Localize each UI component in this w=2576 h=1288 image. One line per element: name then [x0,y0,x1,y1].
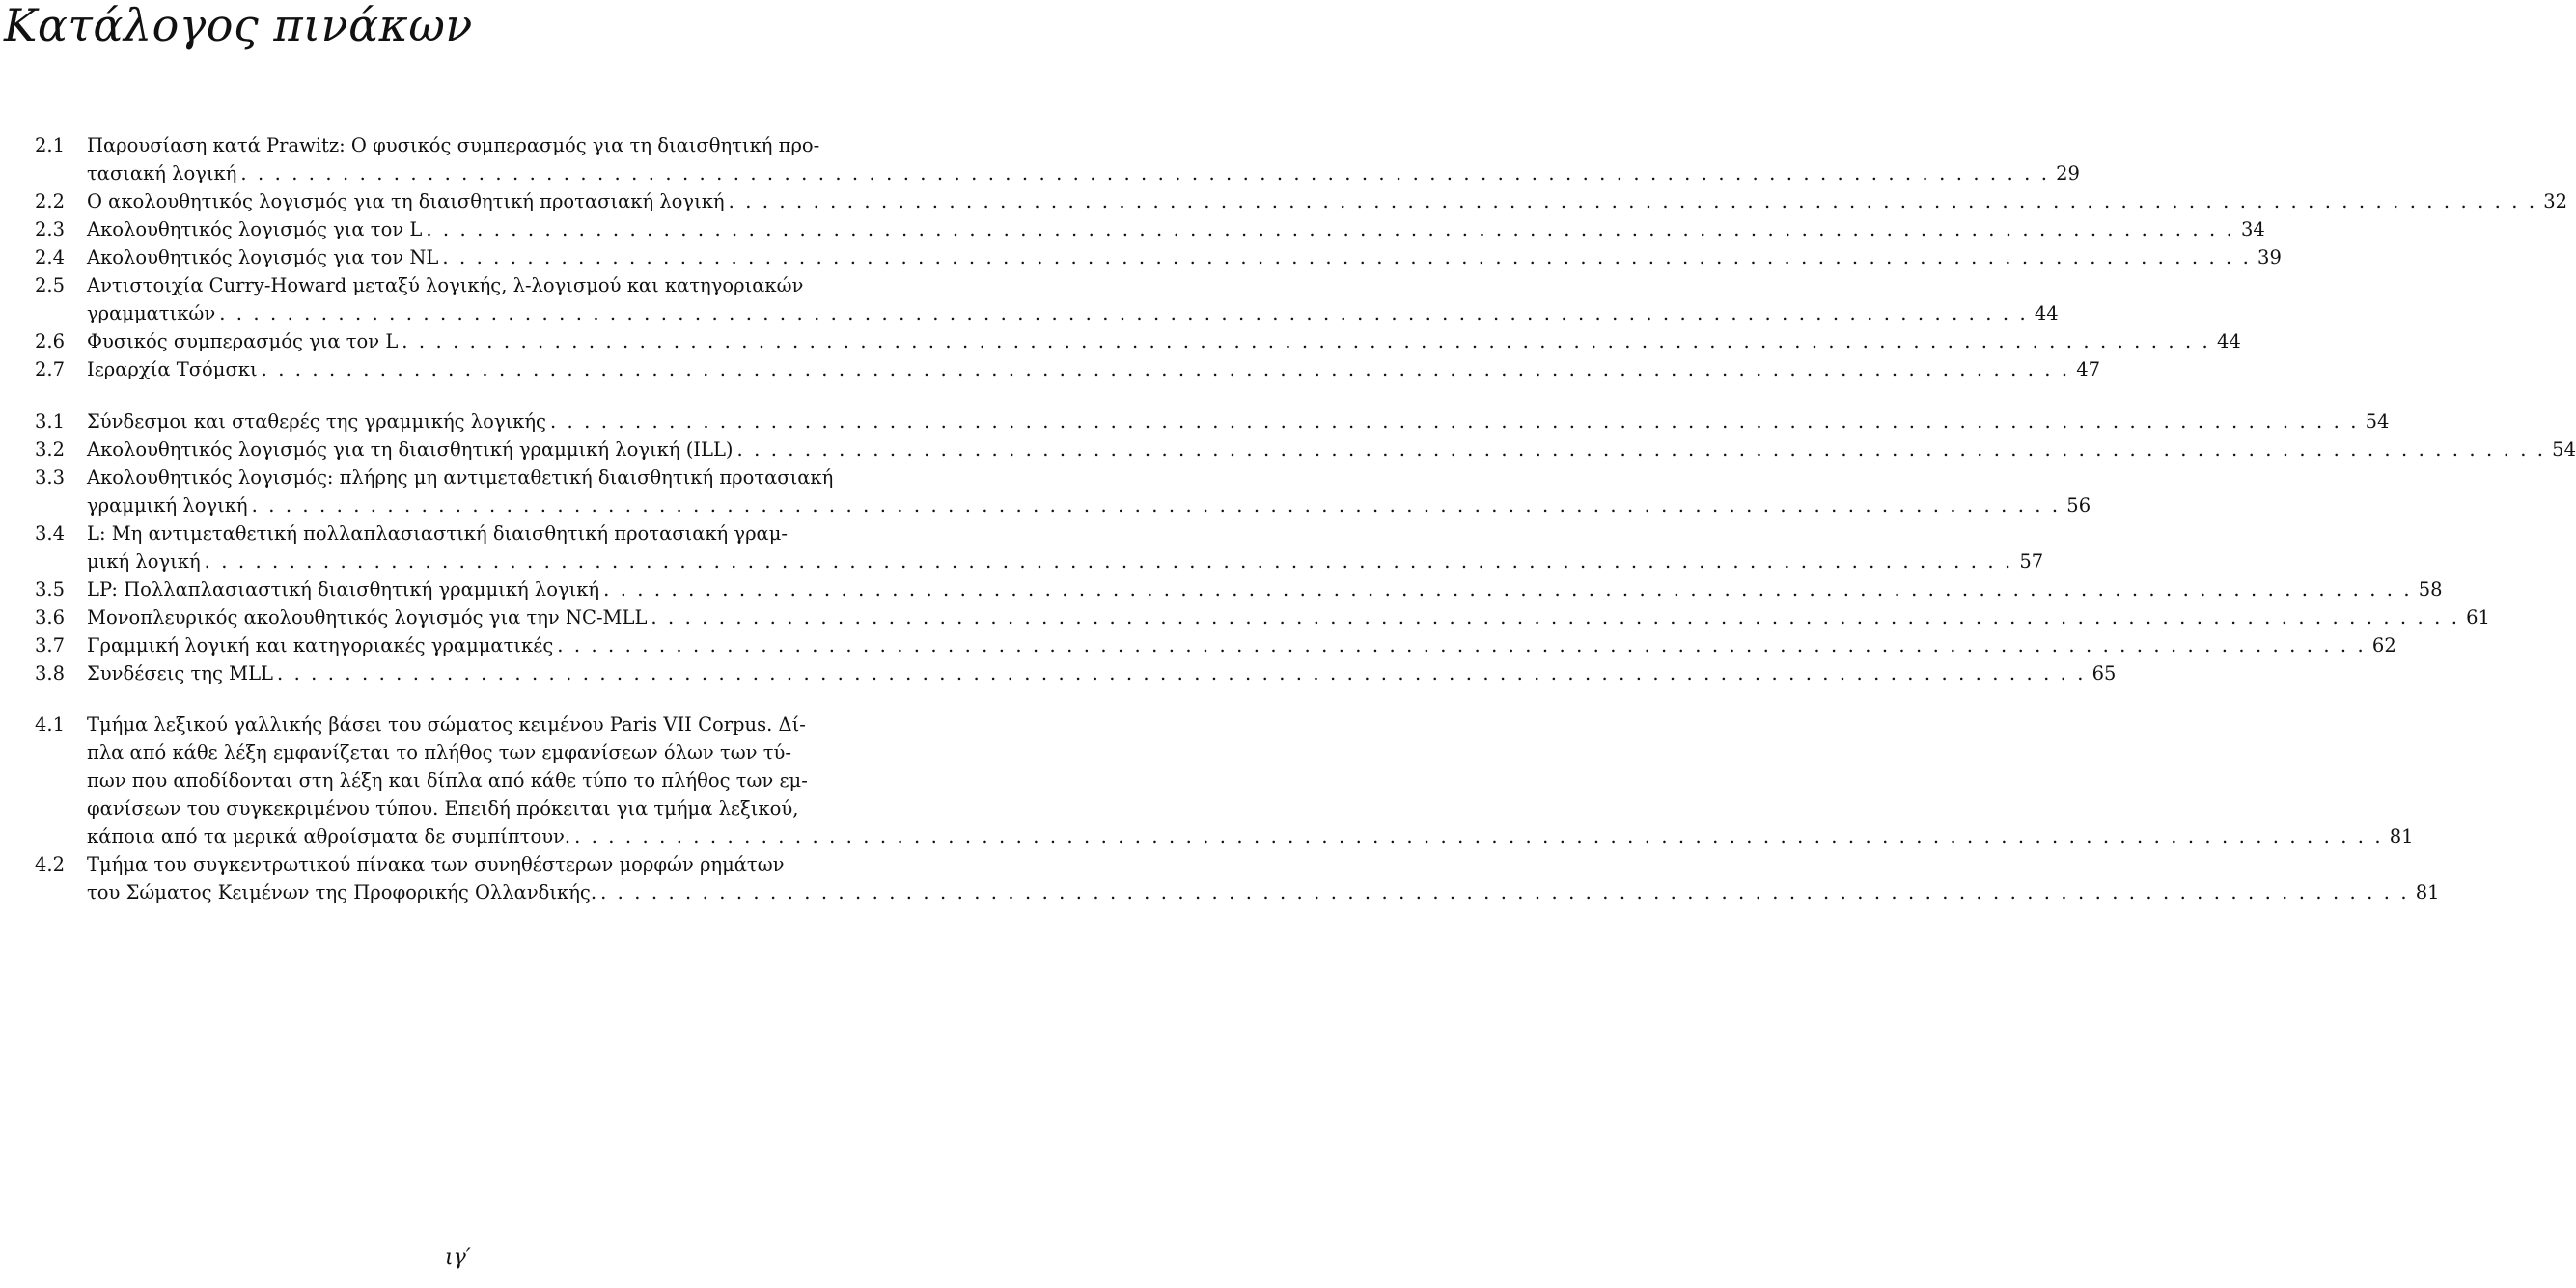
toc-entry-4-2[interactable] [35,851,2440,907]
toc-entry-3-5[interactable] [35,575,2443,603]
leader-dots [442,243,2248,271]
toc-entry-3-4[interactable] [35,519,2044,575]
entry-title-line: μική λογική [87,550,201,573]
entry-title-line: πων που αποδίδονται στη λέξη και δίπλα από κάθε τύπο το πλήθος των εμ- [87,770,808,792]
entry-title-line: Ακολουθητικός λογισμός: πλήρης μη αντιμεταθετική διαισθητική προτασιακή [87,466,834,489]
entry-number: 2.4 [35,246,66,268]
entry-page: 34 [2240,218,2265,240]
entry-number: 3.2 [35,438,66,461]
entry-number: 3.3 [35,466,66,489]
entry-page: 54 [2365,410,2390,433]
entry-title-line: Ακολουθητικός λογισμός για τον NL [87,246,439,268]
entry-page: 44 [2034,302,2059,324]
entry-number: 2.2 [35,190,66,212]
entry-number: 2.3 [35,218,66,240]
entry-number: 3.5 [35,578,66,601]
entry-title-line: L: Μη αντιμεταθετική πολλαπλασιαστική διαισθητική προτασιακή γραμ- [87,522,788,545]
page-folio: ιγ′ [445,1246,471,1270]
leader-dots [252,491,2058,519]
entry-number: 3.4 [35,522,66,545]
entry-number: 3.8 [35,662,66,685]
toc-entry-2-5[interactable] [35,271,2059,327]
toc-entry-3-1[interactable] [35,407,2390,435]
entry-number: 4.2 [35,854,66,876]
entry-title-line: Ακολουθητικός λογισμός για τη διαισθητική γραμμική λογική (ILL) [87,438,734,461]
entry-number: 4.1 [35,714,66,736]
entry-title-line: πλα από κάθε λέξη εμφανίζεται το πλήθος των εμφανίσεων όλων των τύ- [87,742,791,764]
entry-title-line: τασιακή λογική [87,162,237,184]
leader-dots [426,215,2231,243]
leader-dots [262,355,2067,383]
entry-number: 2.1 [35,134,66,156]
leader-dots [550,407,2356,435]
entry-page: 32 [2543,190,2568,212]
leader-dots [651,603,2456,631]
entry-page: 57 [2019,550,2044,573]
entry-page: 81 [2415,882,2440,904]
leader-dots [240,159,2046,187]
toc-entry-3-2[interactable] [35,435,2576,463]
entry-title-line: Παρουσίαση κατά Prawitz: Ο φυσικός συμπερασμός για τη διαισθητική προ- [87,134,820,156]
entry-page: 65 [2091,662,2117,685]
entry-title-line: γραμματικών [87,302,216,324]
entry-title-line: Τμήμα λεξικού γαλλικής βάσει του σώματος κειμένου Paris VII Corpus. Δί- [87,714,806,736]
entry-page: 29 [2056,162,2080,184]
entry-title-line: Ιεραρχία Τσόμσκι [87,358,258,380]
toc-entry-3-3[interactable] [35,463,2091,519]
entry-page: 44 [2216,330,2241,352]
entry-title-line: κάποια από τα μερικά αθροίσματα δε συμπίπτουν. [87,826,571,848]
toc-entry-2-1[interactable] [35,131,2080,187]
page-title: Κατάλογος πινάκων [4,0,473,51]
entry-page: 56 [2066,494,2091,517]
entry-title-line: Φυσικός συμπερασμός για τον L [87,330,399,352]
entry-number: 2.6 [35,330,66,352]
entry-page: 58 [2418,578,2443,601]
toc-entry-2-6[interactable] [35,327,2241,355]
entry-number: 3.1 [35,410,66,433]
leader-dots [729,187,2534,215]
toc-entry-2-4[interactable] [35,243,2282,271]
leader-dots [205,547,2010,575]
entry-title-line: Αντιστοιχία Curry-Howard μεταξύ λογικής, λ-λογισμού και κατηγοριακών [87,274,804,296]
entry-title-line: Συνδέσεις της MLL [87,662,273,685]
entry-page: 81 [2389,826,2414,848]
entry-number: 3.7 [35,634,66,657]
leader-dots [600,879,2406,907]
entry-title-line: γραμμική λογική [87,494,248,517]
toc-entry-4-1[interactable] [35,711,2414,851]
leader-dots [277,659,2083,687]
entry-page: 54 [2552,438,2576,461]
toc-entry-2-2[interactable] [35,187,2568,215]
chapter-gap [35,687,927,711]
chapter-gap [35,383,927,407]
toc-entry-3-6[interactable] [35,603,2490,631]
entry-title-line: Σύνδεσμοι και σταθερές της γραμμικής λογικής [87,410,546,433]
leader-dots [603,575,2409,603]
leader-dots [219,299,2025,327]
toc-entry-3-7[interactable] [35,631,2396,659]
entry-title-line: Γραμμική λογική και κατηγοριακές γραμματικές [87,634,554,657]
toc-entry-2-3[interactable] [35,215,2265,243]
entry-title-line: φανίσεων του συγκεκριμένου τύπου. Επειδή πρόκειται για τμήμα λεξικού, [87,798,799,820]
entry-number: 3.6 [35,606,66,629]
entry-page: 61 [2466,606,2490,629]
entry-title-line: του Σώματος Κειμένων της Προφορικής Ολλανδικής. [87,882,597,904]
entry-number: 2.7 [35,358,66,380]
toc-entry-2-7[interactable] [35,355,2101,383]
leader-dots [574,823,2380,851]
entry-number: 2.5 [35,274,66,296]
leader-dots [557,631,2363,659]
entry-page: 62 [2371,634,2396,657]
entry-title-line: Ο ακολουθητικός λογισμός για τη διαισθητική προτασιακή λογική [87,190,725,212]
table-of-tables [35,131,2576,907]
entry-page: 39 [2257,246,2282,268]
entry-title-line: LP: Πολλαπλασιαστική διαισθητική γραμμική λογική [87,578,600,601]
entry-title-line: Μονοπλευρικός ακολουθητικός λογισμός για την NC-MLL [87,606,648,629]
entry-title-line: Τμήμα του συγκεντρωτικού πίνακα των συνηθέστερων μορφών ρημάτων [87,854,785,876]
entry-page: 47 [2076,358,2101,380]
leader-dots [402,327,2207,355]
entry-title-line: Ακολουθητικός λογισμός για τον L [87,218,423,240]
toc-entry-3-8[interactable] [35,659,2117,687]
leader-dots [737,435,2543,463]
